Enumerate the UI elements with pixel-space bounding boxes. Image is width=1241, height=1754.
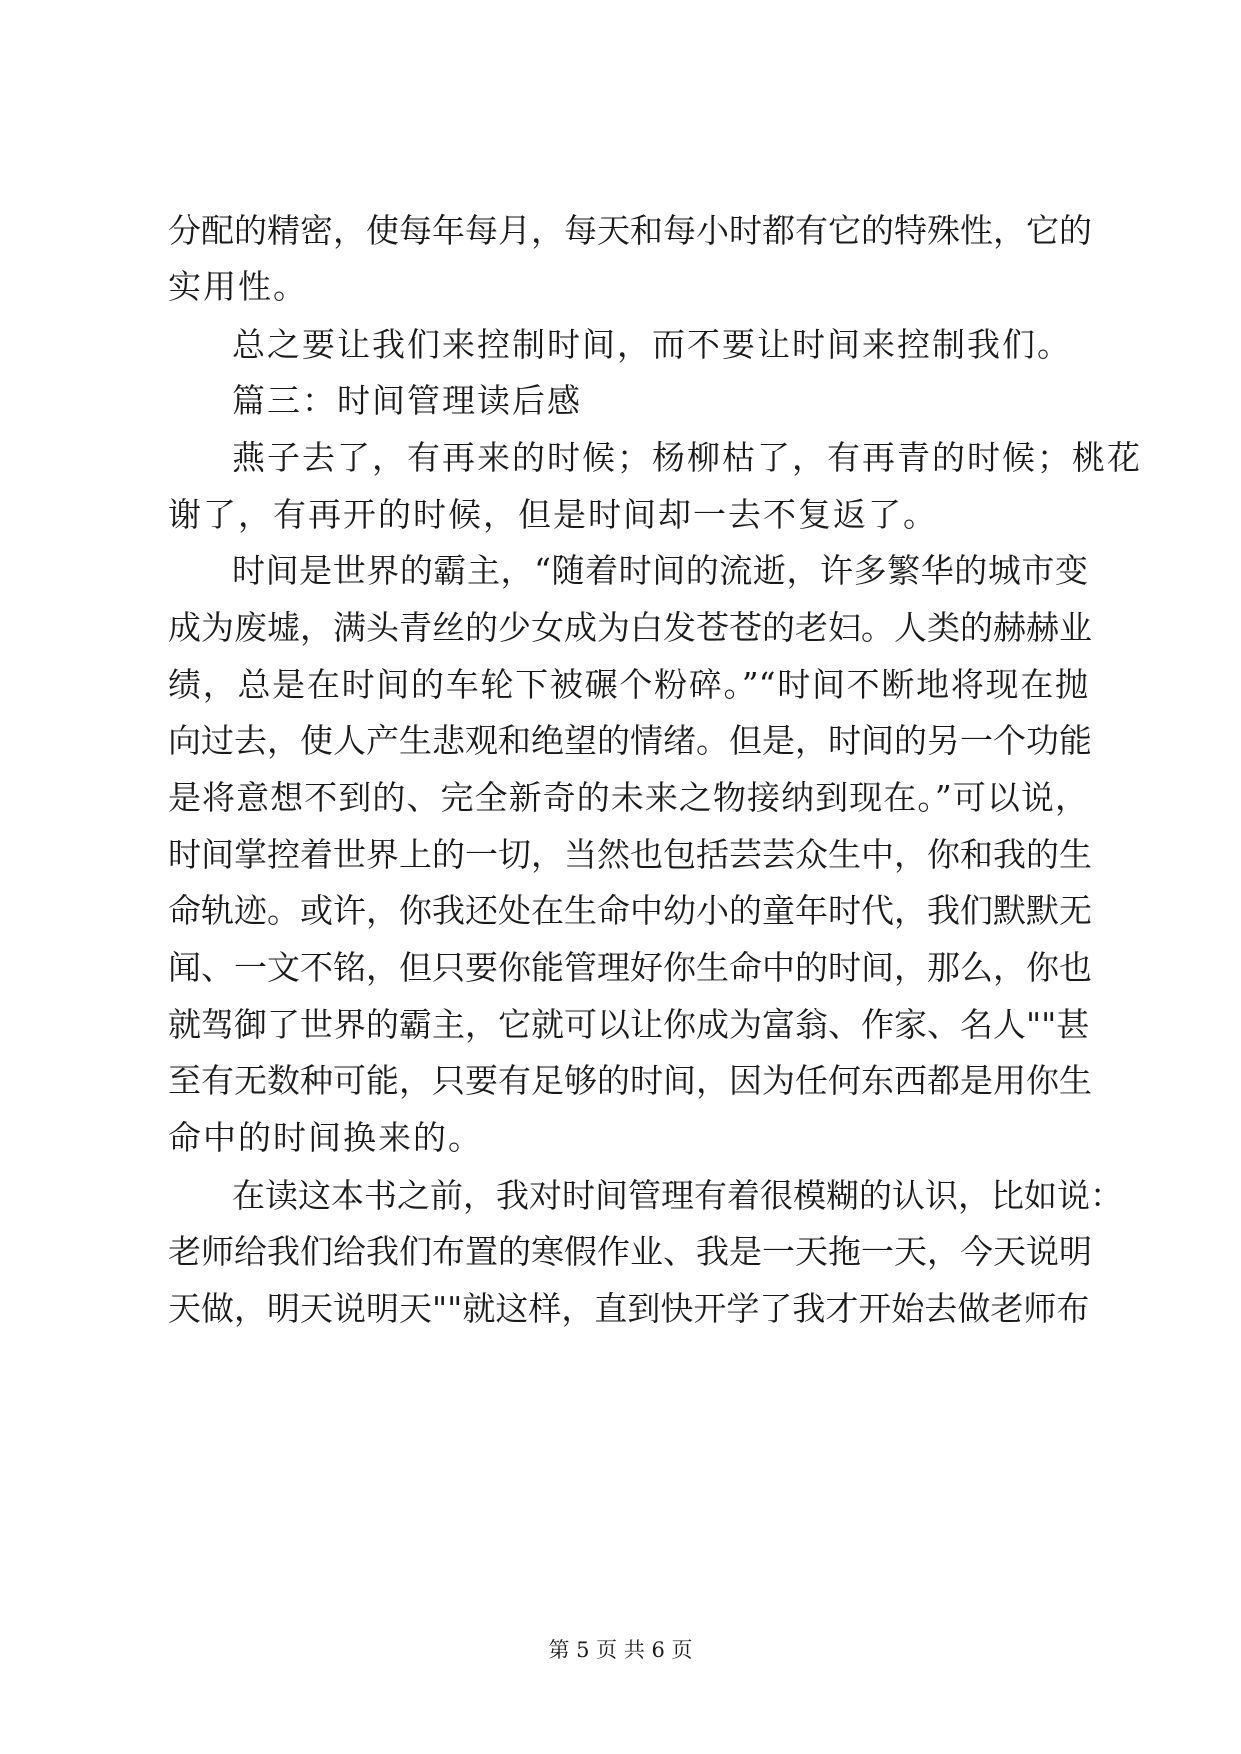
page-number: 第 5 页 共 6 页 bbox=[548, 1638, 693, 1662]
text-line: 成为废墟，满头青丝的少女成为白发苍苍的老妇。人类的赫赫业 bbox=[168, 608, 1092, 647]
text-line: 时间掌控着世界上的一切，当然也包括芸芸众生中，你和我的生 bbox=[168, 835, 1092, 874]
text-line: 天做，明天说明天""就这样，直到快开学了我才开始去做老师布 bbox=[168, 1289, 1090, 1328]
text-line: 闻、一文不铭，但只要你能管理好你生命中的时间，那么，你也 bbox=[168, 948, 1092, 987]
text-line: 在读这本书之前，我对时间管理有着很模糊的认识，比如说： bbox=[232, 1176, 1123, 1215]
text-line: 时间是世界的霸主，“随着时间的流逝，许多繁华的城市变 bbox=[232, 551, 1088, 590]
text-line: 老师给我们给我们布置的寒假作业、我是一天拖一天，今天说明 bbox=[168, 1232, 1092, 1271]
text-line: 就驾御了世界的霸主，它就可以让你成为富翁、作家、名人""甚 bbox=[168, 1005, 1090, 1044]
text-line: 是将意想不到的、完全新奇的未来之物接纳到现在。”可以说， bbox=[168, 778, 1088, 817]
text-line: 至有无数种可能，只要有足够的时间，因为任何东西都是用你生 bbox=[168, 1061, 1092, 1100]
text-line: 绩，总是在时间的车轮下被碾个粉碎。”“时间不断地将现在抛 bbox=[168, 665, 1088, 704]
text-line: 实用性。 bbox=[168, 267, 308, 306]
section-heading: 篇三：时间管理读后感 bbox=[232, 381, 582, 420]
text-line: 命轨迹。或许，你我还处在生命中幼小的童年时代，我们默默无 bbox=[168, 891, 1092, 930]
text-line: 总之要让我们来控制时间，而不要让时间来控制我们。 bbox=[232, 325, 1072, 364]
text-line: 燕子去了，有再来的时候；杨柳枯了，有再青的时候；桃花 bbox=[232, 438, 1142, 477]
text-line: 分配的精密，使每年每月，每天和每小时都有它的特殊性，它的 bbox=[168, 211, 1092, 250]
text-line: 命中的时间换来的。 bbox=[168, 1118, 483, 1157]
text-line: 谢了，有再开的时候，但是时间却一去不复返了。 bbox=[168, 495, 938, 534]
text-line: 向过去，使人产生悲观和绝望的情绪。但是，时间的另一个功能 bbox=[168, 721, 1092, 760]
